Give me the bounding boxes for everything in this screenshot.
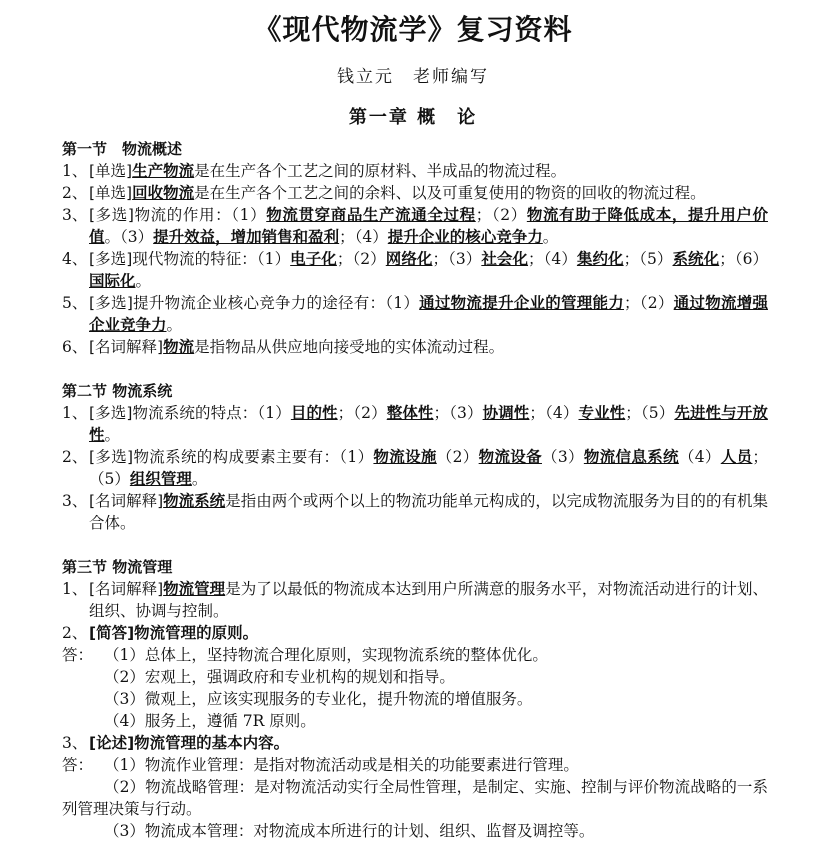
item-number: 1、 [62,580,88,598]
item-number: 3、 [62,206,88,224]
answer-label: 答： [62,756,94,774]
question-item [62,490,768,534]
answer-block [62,754,768,842]
answer-row [62,754,768,776]
item-number: 3、 [62,492,88,510]
key-term: 物流有助于降低成本，提升用户价值 [89,206,768,246]
key-term: 物流 [163,338,195,356]
question-tag: [多选] [89,448,134,466]
section-heading: 第二节 物流系统 [62,382,173,400]
question-item [62,446,768,490]
question-tag: [单选] [89,162,133,180]
text-segment: ；（5） [623,250,673,268]
text-segment: 是在生产各个工艺之间的原材料、半成品的物流过程。 [194,162,567,180]
key-term: 国际化 [89,272,136,290]
key-term: 通过物流提升企业的管理能力 [419,294,625,312]
item-text [89,490,768,534]
item-text [89,446,768,490]
text-segment: 是为了以最低的物流成本达到用户所满意的服务水平，对物流活动进行的计划、组织、协调与控制。 [89,580,768,620]
section-3-items [62,578,768,644]
question-tag: [多选] [89,404,133,422]
item-text [89,248,768,292]
question-item [62,160,768,182]
text-segment: 现代物流的特征：（1） [132,250,291,268]
item-text [89,402,768,446]
section-heading: 第三节 物流管理 [62,558,173,576]
section-1-items [62,160,768,358]
key-term: 提升企业的核心竞争力 [387,228,543,246]
text-segment: 。 [166,316,183,334]
item-text [89,336,768,358]
key-term: 物流信息系统 [583,448,679,466]
text-segment: ；（2） [624,294,674,312]
answer-block [62,644,768,732]
key-term: 物流系统 [163,492,226,510]
question-item [62,292,768,336]
spacer [62,358,768,380]
text-segment: 物流系统的构成要素主要有：（1） [133,448,374,466]
answer-line: （3）物流成本管理：对物流成本所进行的计划、组织、监督及调控等。 [104,822,595,840]
question-item [62,622,768,644]
text-segment: ；（5） [625,404,675,422]
key-term: 物流贯穿商品生产流通全过程 [266,206,476,224]
item-number: 5、 [62,294,88,312]
text-segment: 。 [542,228,559,246]
answer-paragraph: （2）物流战略管理：是对物流活动实行全局性管理，是制定、实施、控制与评价物流战略的一系列管理决策与行动。 [62,778,768,818]
key-term: 电子化 [290,250,337,268]
answer-row [62,644,768,666]
text-segment: 。（3） [104,228,154,246]
key-term: 社会化 [481,250,529,268]
text-segment: ；（3） [433,404,483,422]
key-term: 专业性 [578,404,626,422]
text-segment: ；（2） [336,250,386,268]
item-text: [论述]物流管理的基本内容。 [89,734,290,752]
item-number: 3、 [62,734,88,752]
key-term: 系统化 [672,250,720,268]
question-item [62,182,768,204]
text-segment: ；（3） [432,250,482,268]
text-segment: （4） [678,448,721,466]
item-number: 1、 [62,162,88,180]
key-term: 网络化 [385,250,433,268]
key-term: 先进性与开放性 [89,404,768,444]
key-term: 整体性 [386,404,434,422]
document-title: 《现代物流学》复习资料 [253,13,573,46]
item-text [89,578,768,622]
item-number: 1、 [62,404,88,422]
question-tag: [多选] [89,206,134,224]
key-term: 提升效益，增加销售和盈利 [153,228,340,246]
answer-line: （1）物流作业管理：是指对物流活动或是相关的功能要素进行管理。 [104,756,579,774]
text-segment: ；（2） [337,404,387,422]
answer-line: （3）微观上，应该实现服务的专业化，提升物流的增值服务。 [104,690,533,708]
question-tag: [多选] [89,294,133,312]
text-segment: 。 [191,470,208,488]
question-tag: [单选] [89,184,133,202]
item-number: 2、 [62,624,88,642]
author-line: 钱立元 老师编写 [337,67,489,87]
question-tag: [名词解释] [89,338,164,356]
question-item [62,204,768,248]
answer-line: （4）服务上，遵循 7R 原则。 [104,712,316,730]
text-segment: ；（5） [89,448,768,488]
text-segment: ；（4） [528,250,577,268]
key-term: 生产物流 [132,162,195,180]
spacer [62,534,768,556]
key-term: 集约化 [576,250,624,268]
text-segment: 。 [135,272,152,290]
key-term: 通过物流增强企业竞争力 [89,294,768,334]
question-tag: [名词解释] [89,580,164,598]
item-number: 4、 [62,250,88,268]
key-term: 协调性 [482,404,530,422]
question-item [62,336,768,358]
key-term: 目的性 [290,404,338,422]
key-term: 回收物流 [132,184,195,202]
key-term: 物流设备 [478,448,542,466]
chapter-heading: 第一章 概 论 [348,107,478,128]
text-segment: 是指物品从供应地向接受地的实体流动过程。 [194,338,505,356]
question-item [62,578,768,622]
item-text [89,292,768,336]
text-segment: 。 [104,426,121,444]
item-text [89,160,768,182]
text-segment: ；（4） [529,404,579,422]
item-text [89,204,768,248]
answer-label: 答： [62,646,94,664]
key-term: 组织管理 [129,470,192,488]
key-term: 物流管理 [163,580,226,598]
item-number: 2、 [62,184,88,202]
text-segment: 是在生产各个工艺之间的余料、以及可重复使用的物资的回收的物流过程。 [194,184,706,202]
answer-line: （1）总体上，坚持物流合理化原则，实现物流系统的整体优化。 [104,646,548,664]
question-item [62,732,768,754]
question-item [62,402,768,446]
key-term: 物流设施 [373,448,437,466]
text-segment: 是指由两个或两个以上的物流功能单元构成的，以完成物流服务为目的的有机集合体。 [89,492,768,532]
question-tag: [简答]物流管理的原则。 [89,624,259,642]
item-number: 6、 [62,338,88,356]
item-text [89,622,768,644]
text-segment: （2） [436,448,479,466]
text-segment: 物流的作用：（1） [133,206,267,224]
key-term: 人员 [720,448,753,466]
text-segment: （3） [541,448,584,466]
question-tag: [名词解释] [89,492,164,510]
question-item [62,248,768,292]
text-segment: ；（2） [475,206,527,224]
text-segment: 物流系统的特点：（1） [132,404,291,422]
section-2-items [62,402,768,534]
text-segment: ；（4） [339,228,388,246]
section-heading: 第一节 物流概述 [62,140,183,158]
item-number: 2、 [62,448,88,466]
answer-line: （2）宏观上，强调政府和专业机构的规划和指导。 [104,668,455,686]
text-segment: 提升物流企业核心竞争力的途径有：（1） [132,294,420,312]
item-text [89,182,768,204]
document-content [62,138,768,842]
question-tag: [多选] [89,250,133,268]
text-segment: ；（6） [719,250,768,268]
